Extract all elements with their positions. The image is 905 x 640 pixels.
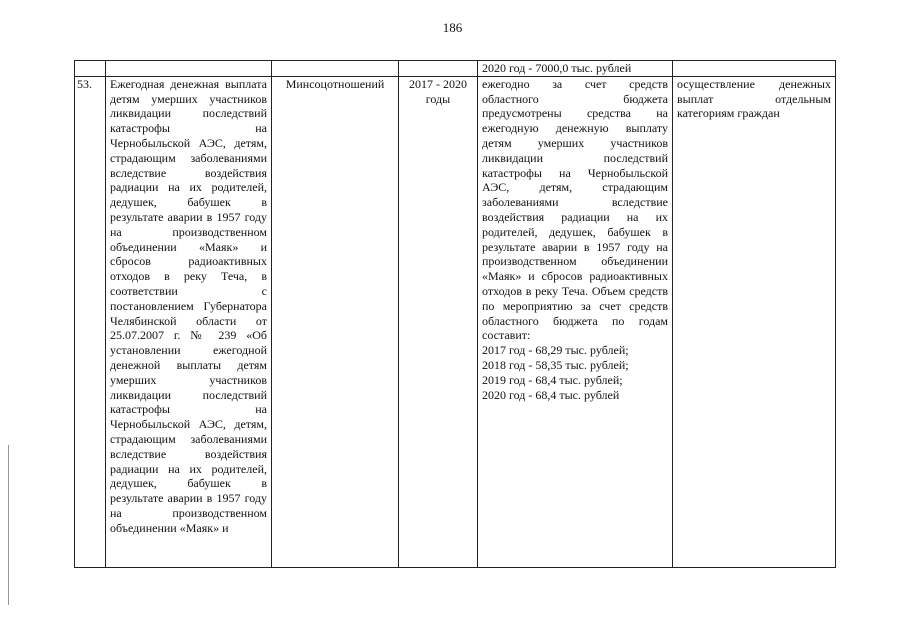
funding-year-line: 2017 год - 68,29 тыс. рублей; [482,343,629,358]
funding-year-line: 2019 год - 68,4 тыс. рублей; [482,372,623,387]
page-number: 186 [442,20,463,35]
continuation-row [75,61,836,77]
executor: Минсоцотношений [272,76,399,567]
cell-empty-executor [272,61,399,77]
cell-empty-measure [106,61,272,77]
funding-cell [478,76,673,567]
period: 2017 - 2020 годы [399,76,478,567]
funding-year-line: 2018 год - 58,35 тыс. рублей; [482,357,629,372]
funding-description: ежегодно за счет средств областного бюджета предусмотрены средства на ежегодную денежную выплату детям умерших участников ликвидации последствий катастрофы на Чернобыльской АЭС, детям, страдающим заболеваниями вследствие воздействия радиации на их родителей, дедушек, бабушек в результате аварии в 1957 году на производственном объединении «Маяк» и сбросов радиоактивных отходов в реку Теча. Объем средств по мероприятию за счет средств областного бюджета по годам составит: [482,76,668,343]
expected-result: осуществление денежных выплат отдельным категориям граждан [673,76,836,567]
table-row [75,76,836,567]
measures-table [74,60,836,568]
cell-funding-continuation: 2020 год - 7000,0 тыс. рублей [478,61,673,77]
row-number: 53. [75,76,106,567]
cell-empty-result [673,61,836,77]
cell-empty-number [75,61,106,77]
margin-line [8,445,9,605]
funding-years-list [482,343,668,402]
cell-empty-period [399,61,478,77]
funding-year-line: 2020 год - 68,4 тыс. рублей [482,387,620,402]
measure-description: Ежегодная денежная выплата детям умерших участников ликвидации последствий катастрофы на Чернобыльской АЭС, детям, страдающим заболеваниями вследствие воздействия радиации на их родителей, дедушек, бабушек в результате аварии в 1957 году на производственном объединении «Маяк» и сбросов радиоактивных отходов в реку Теча, в соответствии с постановлением Губернатора Челябинской области от 25.07.2007 г. № 239 «Об установлении ежегодной денежной выплаты детям умерших участников ликвидации последствий катастрофы на Чернобыльской АЭС, детям, страдающим заболеваниями вследствие воздействия радиации на их родителей, дедушек, бабушек в результате аварии в 1957 году на производственном объединении «Маяк» и [106,76,272,567]
